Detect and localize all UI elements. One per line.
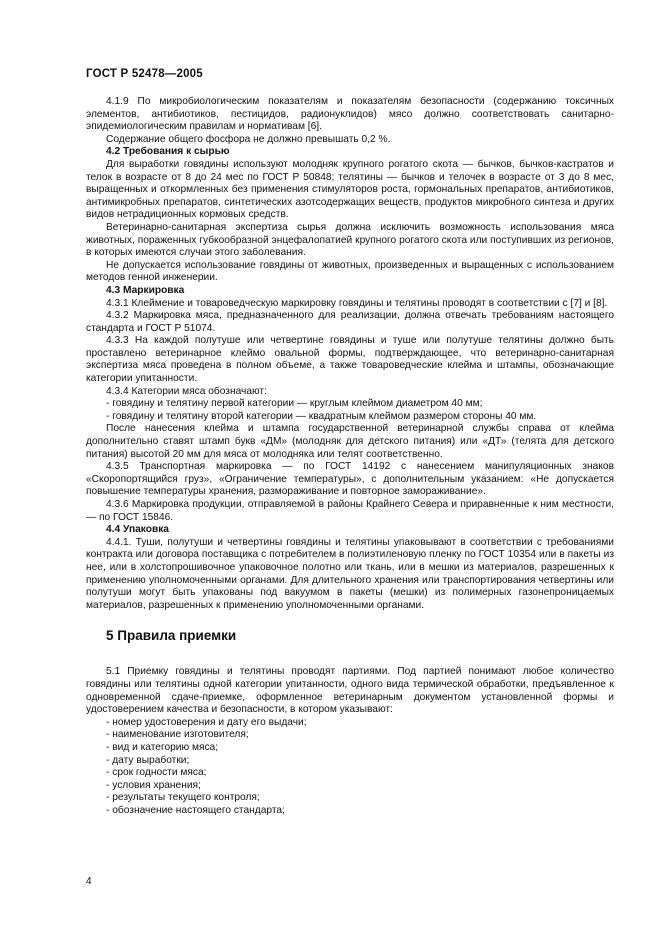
- list-item: - наименование изготовителя;: [106, 729, 249, 741]
- paragraph-4-1-9: 4.1.9 По микробиологическим показателям и показателям безопасности (содержанию токсичных элементов, антибиотиков, пестицидов, радионуклидов) мясо должно соответствовать санитарно-эпидемиологическим правилам и нормативам [6].: [86, 96, 614, 133]
- page-number: 4: [86, 876, 92, 887]
- list-item: - условия хранения;: [106, 779, 201, 791]
- document-header: ГОСТ Р 52478—2005: [86, 68, 203, 80]
- paragraph-4-3-6: 4.3.6 Маркировка продукции, отправляемой в районы Крайнего Севера и приравненные к ним местности, — по ГОСТ 15846.: [86, 499, 614, 523]
- list-item: - вид и категорию мяса;: [106, 741, 219, 753]
- heading-4-4: 4.4 Упаковка: [106, 524, 169, 536]
- list-item: - говядину и телятину первой категории — круглым клеймом диаметром 40 мм;: [106, 398, 483, 410]
- paragraph-4-3-2: 4.3.2 Маркировка мяса, предназначенного для реализации, должна отвечать требованиям настоящего стандарта и ГОСТ Р 51074.: [86, 310, 614, 334]
- list-item: - результаты текущего контроля;: [106, 792, 260, 804]
- heading-4-3: 4.3 Маркировка: [106, 284, 185, 296]
- heading-4-2: 4.2 Требования к сырью: [106, 146, 230, 158]
- paragraph-4-3-3: 4.3.3 На каждой полутуше или четвертине говядины и туше или полутуше телятины должно быть проставлено ветеринарное клеймо овальной формы, подтверждающее, что ветеринарно-санитарная экспертиза мяса проведена в полном объеме, а также товароведческие клейма и штампы, обозначающие категории упитанности.: [86, 335, 614, 385]
- paragraph-stamps: После нанесения клейма и штампа государственной ветеринарной службы справа от клейма дополнительно ставят штамп букв «ДМ» (молодняк для детского питания) или «ДТ» (телята для детского питания) высотой 20 мм для мяса от молодняка или телят соответственно.: [86, 423, 614, 460]
- list-item: - говядину и телятину второй категории — квадратным клеймом размером стороны 40 мм.: [106, 410, 537, 422]
- list-item: - дату выработки;: [106, 754, 190, 766]
- paragraph-gmo: Не допускается использование говядины от животных, произведенных и выращенных с использованием методов генной инженерии.: [86, 259, 614, 284]
- paragraph-4-3-1: 4.3.1 Клеймение и товароведческую маркировку говядины и телятины проводят в соответствии с [7] и [8].: [106, 297, 608, 309]
- paragraph-5-1: 5.1 Приемку говядины и телятины проводят партиями. Под партией понимают любое количество говядины или телятины одной категории упитанности, одного вида термической обработки, предъявленное к одновременной сдаче-приемке, оформленное ветеринарным документом установленной формы и удостоверением качества и безопасности, в котором указывают:: [86, 666, 614, 716]
- list-item: - срок годности мяса;: [106, 767, 207, 779]
- list-item: - номер удостоверения и дату его выдачи;: [106, 716, 307, 728]
- paragraph-4-3-5: 4.3.5 Транспортная маркировка — по ГОСТ 14192 с нанесением манипуляционных знаков «Скоропортящийся груз», «Ограничение температуры», с дополнительным указанием: «Не допускается повышение температуры хранения, размораживание и повторное замораживание».: [86, 461, 614, 498]
- paragraph-vet-expertise: Ветеринарно-санитарная экспертиза сырья должна исключить возможность использования мяса животных, пораженных губкообразной энцефалопатией крупного рогатого скота или поступивших из регионов, в которых имеются случаи этого заболевания.: [86, 221, 614, 259]
- paragraph-raw-material: Для выработки говядины используют молодняк крупного рогатого скота — бычков, бычков-кастратов и телок в возрасте от 8 до 24 мес по ГОСТ Р 50848; телятины — бычков и телочек в возрасте от 3 до 8 мес, выращенных и откормленных без применения стимуляторов роста, гормональных препаратов, антибиотиков, антимикробных препаратов, синтетических азотсодержащих веществ, продуктов микробного синтеза и других видов нетрадиционных кормовых средств.: [86, 158, 614, 221]
- paragraph-4-4-1: 4.4.1. Туши, полутуши и четвертины говядины и телятины упаковывают в соответствии с требованиями контракта или договора поставщика с потребителем в полиэтиленовую пленку по ГОСТ 10354 или в пакеты из нее, или в холстопрошивочное упаковочное полотно или ткань, или в мешки из материалов, разрешенных к применению уполномоченными органами. Для длительного хранения или транспортирования четвертины или полутуши могут быть упакованы под вакуумом в пакеты (мешки) из полимерных газонепроницаемых материалов, разрешенных к применению уполномоченными органами.: [86, 536, 614, 611]
- list-item: - обозначение настоящего стандарта;: [106, 804, 285, 816]
- section-title-5: 5 Правила приемки: [106, 628, 237, 644]
- paragraph-4-3-4: 4.3.4 Категории мяса обозначают:: [106, 385, 267, 397]
- paragraph-phosphorus: Содержание общего фосфора не должно превышать 0,2 %.: [106, 133, 391, 145]
- document-body: [86, 96, 614, 817]
